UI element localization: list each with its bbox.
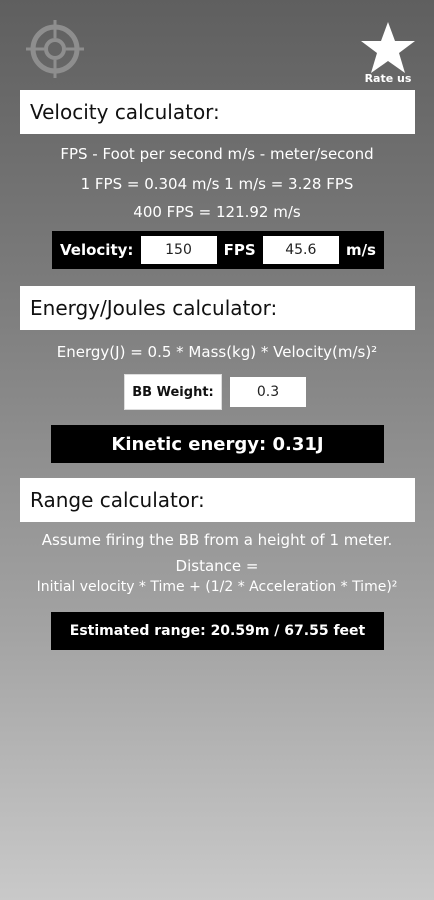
rate-us-button[interactable]	[358, 20, 418, 85]
range-info-line2: Distance =	[175, 557, 259, 575]
range-info-line1: Assume firing the BB from a height of 1 meter.	[41, 531, 393, 549]
rate-us-label: Rate us	[364, 72, 412, 85]
energy-formula: Energy(J) = 0.5 * Mass(kg) * Velocity(m/s)²	[56, 343, 378, 361]
ms-unit-label: m/s	[345, 241, 376, 259]
velocity-info-line1: FPS - Foot per second m/s - meter/second	[60, 145, 374, 163]
crosshair-icon[interactable]	[24, 18, 86, 80]
range-info-line3: Initial velocity * Time + (1/2 * Acceleration * Time)²	[36, 579, 398, 595]
bb-weight-label: BB Weight:	[124, 374, 222, 410]
velocity-label: Velocity:	[60, 241, 134, 259]
velocity-bar	[52, 231, 384, 269]
ms-input[interactable]: 45.6	[263, 236, 339, 264]
velocity-info-line2: 1 FPS = 0.304 m/s 1 m/s = 3.28 FPS	[80, 175, 354, 193]
velocity-info-line3: 400 FPS = 121.92 m/s	[133, 203, 301, 221]
fps-unit-label: FPS	[223, 241, 256, 259]
estimated-range-result: Estimated range: 20.59m / 67.55 feet	[51, 612, 384, 650]
range-section-title: Range calculator:	[20, 478, 415, 522]
star-icon	[359, 20, 417, 76]
bb-weight-input[interactable]: 0.3	[230, 377, 306, 407]
kinetic-energy-result: Kinetic energy: 0.31J	[51, 425, 384, 463]
velocity-section-title: Velocity calculator:	[20, 90, 415, 134]
fps-input[interactable]: 150	[141, 236, 217, 264]
energy-section-title: Energy/Joules calculator:	[20, 286, 415, 330]
